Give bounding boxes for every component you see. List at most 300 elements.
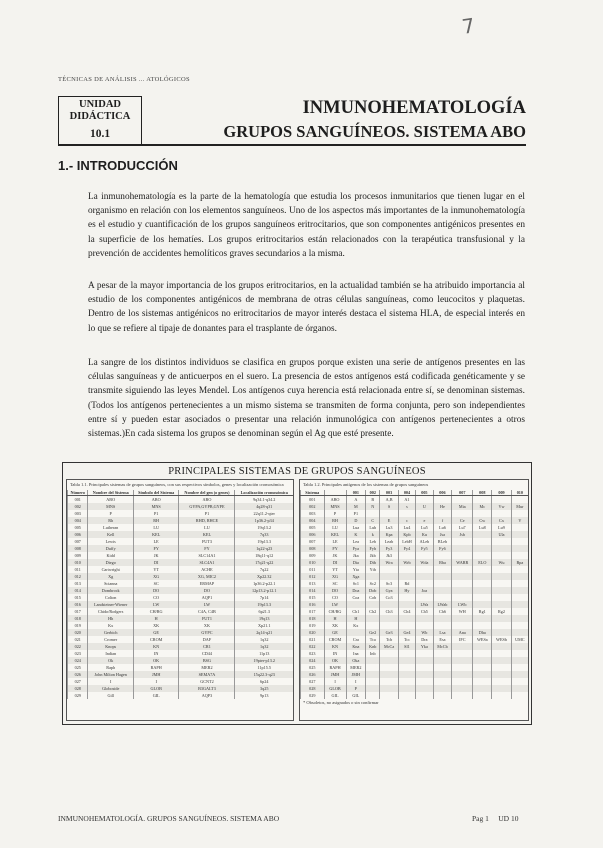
section-heading: 1.- INTRODUCCIÓN — [58, 158, 178, 173]
table-cell: BSG — [179, 657, 235, 664]
table-row — [68, 538, 294, 545]
table-row — [301, 524, 529, 531]
table-cell — [452, 615, 473, 622]
table-cell: SLC14A1 — [179, 552, 235, 559]
table-cell — [511, 601, 528, 608]
table-cell: AQP3 — [179, 692, 235, 699]
table-cell: Gerbich — [88, 629, 133, 636]
table-cell — [492, 538, 511, 545]
paragraph-3 — [88, 356, 525, 441]
table-row — [301, 587, 529, 594]
table-cell: 11p15.5 — [235, 664, 293, 671]
table-cell: FY — [324, 545, 346, 552]
table-cell: Ce — [452, 517, 473, 524]
table-cell — [398, 510, 415, 517]
table-cell: P1 — [346, 510, 366, 517]
table-cell: LE — [133, 538, 179, 545]
table-cell: Kpb — [398, 531, 415, 538]
table-cell: Jsa — [433, 531, 452, 538]
table-cell — [473, 552, 492, 559]
table-header-cell: Nombre del gen (o genes) — [179, 490, 235, 496]
table-cell: RH — [324, 517, 346, 524]
table-row — [301, 545, 529, 552]
table-cell: Cartwright — [88, 566, 133, 573]
table-cell — [511, 678, 528, 685]
table-cell: A — [346, 496, 366, 504]
table-cell — [511, 587, 528, 594]
table-cell: 1q32 — [235, 643, 293, 650]
table-cell: GYPA,GYPB,GYPE — [179, 503, 235, 510]
table-cell: Doa — [346, 587, 366, 594]
table-row — [68, 545, 294, 552]
table-cell: XG, MIC2 — [179, 573, 235, 580]
table-cell — [492, 622, 511, 629]
table-cell: D — [346, 517, 366, 524]
table-cell — [433, 692, 452, 699]
table-cell — [473, 545, 492, 552]
table-cell — [452, 510, 473, 517]
table-cell: JMH — [133, 671, 179, 678]
table-cell: Fy4 — [398, 545, 415, 552]
table-cell — [473, 531, 492, 538]
table-cell: LWa — [416, 601, 433, 608]
table-cell: Tcc — [398, 636, 415, 643]
table-cell — [511, 664, 528, 671]
table-cell: GCNT2 — [179, 678, 235, 685]
table-cell: YT — [324, 566, 346, 573]
table-cell: John Milton Hagen — [88, 671, 133, 678]
table-row — [301, 594, 529, 601]
table-cell: DAF — [179, 636, 235, 643]
table-cell: CH/RG — [133, 608, 179, 615]
table-cell: SC — [133, 580, 179, 587]
table-cell — [433, 678, 452, 685]
table-row — [68, 503, 294, 510]
table-cell — [452, 552, 473, 559]
table-cell — [398, 622, 415, 629]
table-cell: Ina — [346, 650, 366, 657]
table-cell: 014 — [68, 587, 88, 594]
table-cell: 19q13.2 — [235, 524, 293, 531]
table-cell: Wrb — [398, 559, 415, 566]
table-cell — [492, 685, 511, 692]
table-cell: MNS — [324, 503, 346, 510]
table-cell — [492, 615, 511, 622]
table-cell — [433, 650, 452, 657]
table-cell: N — [366, 503, 380, 510]
table-cell: CD44 — [179, 650, 235, 657]
table-cell: Fy5 — [416, 545, 433, 552]
table-row — [68, 678, 294, 685]
table-cell: H — [324, 615, 346, 622]
table-cell — [473, 692, 492, 699]
table-row — [301, 643, 529, 650]
table-cell — [452, 650, 473, 657]
table-cell — [416, 650, 433, 657]
table-cell: Fy3 — [380, 545, 398, 552]
table-row — [301, 566, 529, 573]
table-cell: Kidd — [88, 552, 133, 559]
table-cell: Mia — [452, 503, 473, 510]
table-row — [68, 496, 294, 504]
table-cell: H — [133, 615, 179, 622]
table-cell — [473, 566, 492, 573]
table-cell: A1 — [398, 496, 415, 504]
table-cell: Esa — [433, 636, 452, 643]
table-cell: B3GALT3 — [179, 685, 235, 692]
table-cell: Wu — [492, 559, 511, 566]
table-cell: MNS — [133, 503, 179, 510]
table-row — [68, 657, 294, 664]
table-cell: Fya — [346, 545, 366, 552]
table-cell: I — [324, 678, 346, 685]
table-cell: Yta — [346, 566, 366, 573]
table-cell: 007 — [68, 538, 88, 545]
table-cell — [452, 685, 473, 692]
page-title: INMUNOHEMATOLOGÍA — [302, 98, 526, 118]
table-cell: Cx — [492, 517, 511, 524]
table-row — [301, 678, 529, 685]
table-cell — [433, 664, 452, 671]
table-row — [301, 559, 529, 566]
table-cell: Landsteiner-Wiener — [88, 601, 133, 608]
table-cell: DI — [324, 559, 346, 566]
table-cell: ABO — [179, 496, 235, 504]
table-row — [68, 601, 294, 608]
table-cell — [473, 573, 492, 580]
table-cell — [416, 594, 433, 601]
table-cell — [492, 650, 511, 657]
table-cell — [492, 664, 511, 671]
table-cell — [511, 657, 528, 664]
table-cell — [398, 573, 415, 580]
table-cell: Kx — [88, 622, 133, 629]
table-cell: Bpa — [511, 559, 528, 566]
table-row — [301, 650, 529, 657]
table-cell — [416, 664, 433, 671]
table-header-cell: 003 — [380, 490, 398, 496]
page-subtitle: GRUPOS SANGUÍNEOS. SISTEMA ABO — [223, 122, 526, 141]
table-cell: DO — [133, 587, 179, 594]
table-cell: 006 — [68, 531, 88, 538]
table-cell: Xg — [88, 573, 133, 580]
table-cell — [366, 510, 380, 517]
table-cell: 004 — [68, 517, 88, 524]
table-cell: Dib — [366, 559, 380, 566]
table-cell: P — [88, 510, 133, 517]
handwritten-mark: 7 — [460, 13, 477, 39]
table-cell — [452, 545, 473, 552]
blood-group-figure — [62, 462, 532, 725]
table-row — [68, 517, 294, 524]
table-cell: 013 — [301, 580, 325, 587]
table-cell — [492, 510, 511, 517]
table-cell: Lu3 — [380, 524, 398, 531]
table-cell: Lewis — [88, 538, 133, 545]
table-row — [68, 671, 294, 678]
table-cell: k — [366, 531, 380, 538]
table-cell — [433, 622, 452, 629]
table-cell: Ula — [492, 531, 511, 538]
table-cell: 015 — [301, 594, 325, 601]
table-cell: Yka — [416, 643, 433, 650]
table-cell — [366, 573, 380, 580]
table-cell — [452, 573, 473, 580]
table-cell: 010 — [301, 559, 325, 566]
table-cell: 003 — [68, 510, 88, 517]
table-cell: 005 — [68, 524, 88, 531]
table-cell — [511, 608, 528, 615]
table-cell: 026 — [68, 671, 88, 678]
table-cell: Ge3 — [380, 629, 398, 636]
table-cell: JMH — [346, 671, 366, 678]
table-cell — [473, 678, 492, 685]
table-cell: ABO — [133, 496, 179, 504]
table-cell — [511, 580, 528, 587]
table-cell: Kell — [88, 531, 133, 538]
table-row — [68, 559, 294, 566]
table-cell — [380, 615, 398, 622]
table-cell: 013 — [68, 580, 88, 587]
table-cell: 018 — [68, 615, 88, 622]
table-cell — [452, 664, 473, 671]
table-cell: 029 — [301, 692, 325, 699]
table-row — [68, 664, 294, 671]
table-cell — [473, 510, 492, 517]
table-cell: Sc1 — [346, 580, 366, 587]
table-cell: Ch5 — [416, 608, 433, 615]
table-cell: 024 — [68, 657, 88, 664]
table-cell: Lu9 — [492, 524, 511, 531]
table-cell: 007 — [301, 538, 325, 545]
table-cell: WH — [452, 608, 473, 615]
table-cell: FY — [179, 545, 235, 552]
table-cell: I — [133, 678, 179, 685]
table-cell: XG — [133, 573, 179, 580]
table-cell: 008 — [68, 545, 88, 552]
table-cell: DI — [133, 559, 179, 566]
table-cell: Dob — [366, 587, 380, 594]
table-row — [301, 622, 529, 629]
table-cell — [511, 615, 528, 622]
table-cell — [511, 622, 528, 629]
table-cell: Ch1 — [346, 608, 366, 615]
table-cell: 4q28-q31 — [235, 503, 293, 510]
table-cell: 7q33 — [235, 531, 293, 538]
table-cell: DO — [324, 587, 346, 594]
table-row — [301, 510, 529, 517]
table-cell — [366, 622, 380, 629]
table-cell — [398, 692, 415, 699]
table-cell: JK — [133, 552, 179, 559]
header-rule — [58, 144, 526, 146]
table-cell: 6p21.3 — [235, 608, 293, 615]
table-cell: XK — [179, 622, 235, 629]
table-cell: Vw — [492, 503, 511, 510]
table-cell — [511, 496, 528, 504]
table-cell: 001 — [301, 496, 325, 504]
table-cell: SEMA7A — [179, 671, 235, 678]
table-cell: Scianna — [88, 580, 133, 587]
table-cell: Fyb — [366, 545, 380, 552]
table-cell: P1 — [133, 510, 179, 517]
table-cell: 021 — [68, 636, 88, 643]
table-cell — [511, 643, 528, 650]
table-cell: Rh — [88, 517, 133, 524]
table-cell: Raph — [88, 664, 133, 671]
paragraph-text: A pesar de la mayor importancia de los grupos eritrocitarios, en la actualidad también se ha atribuido importancia al estudio de los componentes antigénicos de membrana de otras células sanguíneas, como leucocitos y plaquetas. Dentro de los sistemas antigénicos no eritrocitarios de mayor interés destaca el sistema HLA, de especial interés en lo que se refiere al tipaje de donantes para el trasplante de órganos. — [88, 281, 525, 334]
table-header-cell: Símbolo del Sistema — [133, 490, 179, 496]
right-table-caption: Tabla 1.2. Principales antígenos de los sistemas de grupos sanguíneos — [303, 482, 429, 487]
table-header-cell: Sistema — [301, 490, 325, 496]
table-cell: 023 — [301, 650, 325, 657]
table-cell: Dombrock — [88, 587, 133, 594]
table-row — [301, 664, 529, 671]
table-cell: WARR — [452, 559, 473, 566]
footer-right: Pag 1 UD 10 — [472, 814, 519, 823]
table-cell — [492, 552, 511, 559]
left-table-caption: Tabla 1.1. Principales sistemas de grupos sanguíneos, con sus respectivos símbolos, genes y localización cromosómica — [70, 482, 284, 487]
table-row — [68, 615, 294, 622]
table-cell: LU — [324, 524, 346, 531]
table-cell — [398, 566, 415, 573]
table-cell: Leb — [366, 538, 380, 545]
table-cell: 016 — [68, 601, 88, 608]
table-cell: Jkb — [366, 552, 380, 559]
table-cell — [511, 552, 528, 559]
table-cell: 1q32 — [235, 636, 293, 643]
table-cell — [416, 615, 433, 622]
table-cell: 6p24 — [235, 678, 293, 685]
table-cell — [366, 657, 380, 664]
table-cell — [511, 531, 528, 538]
table-cell: Lub — [366, 524, 380, 531]
table-cell: Knb — [366, 643, 380, 650]
table-cell: 18q11-q12 — [235, 552, 293, 559]
table-cell: LebH — [398, 538, 415, 545]
unit-box — [58, 96, 142, 146]
table-cell — [492, 594, 511, 601]
table-cell: 025 — [68, 664, 88, 671]
table-cell: 023 — [68, 650, 88, 657]
table-cell: OK — [133, 657, 179, 664]
table-cell: Wb — [416, 629, 433, 636]
table-cell — [380, 664, 398, 671]
table-cell: Wda — [416, 559, 433, 566]
table-cell: Ok — [88, 657, 133, 664]
table-header-cell: Localización cromosómica — [235, 490, 293, 496]
table-cell — [366, 671, 380, 678]
table-cell: 15q22.3-q23 — [235, 671, 293, 678]
table-cell: Dha — [473, 629, 492, 636]
table-header-cell: 004 — [398, 490, 415, 496]
table-cell: FUT1 — [179, 615, 235, 622]
table-cell — [380, 657, 398, 664]
table-cell: GIL — [324, 692, 346, 699]
table-cell: Mur — [511, 503, 528, 510]
table-cell — [398, 552, 415, 559]
table-cell — [416, 552, 433, 559]
table-row — [301, 671, 529, 678]
table-cell: 2q14-q21 — [235, 629, 293, 636]
table-cell: XK — [324, 622, 346, 629]
table-cell — [473, 538, 492, 545]
table-cell: Ku — [416, 531, 433, 538]
table-cell — [366, 664, 380, 671]
table-cell: KEL — [324, 531, 346, 538]
table-row — [68, 566, 294, 573]
unit-label-2: DIDÁCTICA — [69, 111, 131, 122]
table-cell: AQP1 — [179, 594, 235, 601]
table-cell: ELO — [473, 559, 492, 566]
table-cell: 006 — [301, 531, 325, 538]
table-cell: Lu7 — [452, 524, 473, 531]
table-cell: Tcb — [380, 636, 398, 643]
table-cell: U — [416, 503, 433, 510]
table-cell — [452, 643, 473, 650]
table-cell: S — [380, 503, 398, 510]
table-cell — [473, 622, 492, 629]
table-cell — [398, 657, 415, 664]
table-row — [68, 629, 294, 636]
table-cell: Sc3 — [380, 580, 398, 587]
table-cell — [511, 566, 528, 573]
table-cell — [433, 671, 452, 678]
table-cell — [473, 496, 492, 504]
table-cell: 016 — [301, 601, 325, 608]
table-cell: Ana — [452, 629, 473, 636]
table-row — [68, 643, 294, 650]
table-row — [68, 622, 294, 629]
table-cell: 014 — [301, 587, 325, 594]
paragraph-2 — [88, 279, 525, 336]
table-cell: Rba — [433, 559, 452, 566]
table-row — [301, 685, 529, 692]
unit-label: UNIDAD — [79, 99, 121, 110]
table-cell — [366, 601, 380, 608]
table-cell — [511, 510, 528, 517]
table-header-cell: 001 — [346, 490, 366, 496]
table-header-cell: 007 — [452, 490, 473, 496]
table-cell — [492, 657, 511, 664]
table-cell: CROM — [324, 636, 346, 643]
table-cell: 17q21-q22 — [235, 559, 293, 566]
table-cell: LWab — [433, 601, 452, 608]
table-cell: JK — [324, 552, 346, 559]
table-cell: Cra — [346, 636, 366, 643]
table-header-cell: Nombre del Sistema — [88, 490, 133, 496]
table-cell: Inb — [366, 650, 380, 657]
table-cell: Lsa — [433, 629, 452, 636]
table-cell: Fy6 — [433, 545, 452, 552]
table-row — [68, 531, 294, 538]
table-cell — [416, 496, 433, 504]
table-cell: 1q22-q23 — [235, 545, 293, 552]
table-cell — [473, 587, 492, 594]
table-cell: 009 — [301, 552, 325, 559]
table-cell: 1p36.2-p22.1 — [235, 580, 293, 587]
table-cell — [492, 496, 511, 504]
table-cell: M — [346, 503, 366, 510]
table-cell — [492, 545, 511, 552]
table-cell: Jsb — [452, 531, 473, 538]
table-cell: Xp21.1 — [235, 622, 293, 629]
table-cell: Chido/Rodgers — [88, 608, 133, 615]
table-cell: KN — [324, 643, 346, 650]
table-cell: P — [324, 510, 346, 517]
table-header-cell: 008 — [473, 490, 492, 496]
table-cell: WESa — [473, 636, 492, 643]
